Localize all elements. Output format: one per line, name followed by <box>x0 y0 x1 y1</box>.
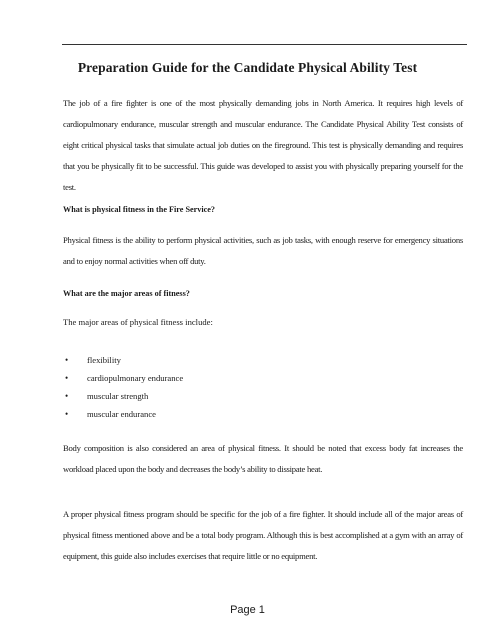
fitness-program-paragraph: A proper physical fitness program should be specific for the job of a fire fighter. It should include all of the major areas of physical fitness mentioned above and be a total body program. Although this is best accomplished at a gym with an array of equipment, this guide also includes exercises that require little or no equipment. <box>63 509 463 561</box>
fitness-areas-list <box>63 351 463 423</box>
list-item-label: muscular endurance <box>87 409 156 419</box>
bullet-icon: • <box>65 355 69 365</box>
page-number: Page 1 <box>230 604 265 616</box>
heading-physical-fitness: What is physical fitness in the Fire Service? <box>63 205 215 214</box>
bullet-icon: • <box>65 409 69 419</box>
list-item <box>63 405 463 423</box>
bullet-icon: • <box>65 391 69 401</box>
areas-intro-text: The major areas of physical fitness include: <box>63 317 213 327</box>
body-composition-paragraph: Body composition is also considered an area of physical fitness. It should be noted that excess body fat increases the workload placed upon the body and decreases the body’s ability to dissipate heat. <box>63 443 463 474</box>
page-title: Preparation Guide for the Candidate Physical Ability Test <box>77 60 418 75</box>
bullet-icon: • <box>65 373 69 383</box>
list-item <box>63 369 463 387</box>
list-item <box>63 351 463 369</box>
list-item <box>63 387 463 405</box>
fitness-definition-paragraph: Physical fitness is the ability to perform physical activities, such as job tasks, with enough reserve for emergency situations and to enjoy normal activities when off duty. <box>63 235 463 266</box>
list-item-label: flexibility <box>87 355 121 365</box>
list-item-label: cardiopulmonary endurance <box>87 373 184 383</box>
intro-paragraph: The job of a fire fighter is one of the most physically demanding jobs in North America. It requires high levels of cardiopulmonary endurance, muscular strength and muscular endurance. The Candidate Physical Ability Test consists of eight critical physical tasks that simulate actual job duties on the fireground. This test is physically demanding and requires that you be physically fit to be successful. This guide was developed to assist you with physically preparing yourself for the test. <box>63 98 463 192</box>
heading-major-areas: What are the major areas of fitness? <box>63 289 190 298</box>
header-rule <box>62 44 467 45</box>
list-item-label: muscular strength <box>87 391 149 401</box>
